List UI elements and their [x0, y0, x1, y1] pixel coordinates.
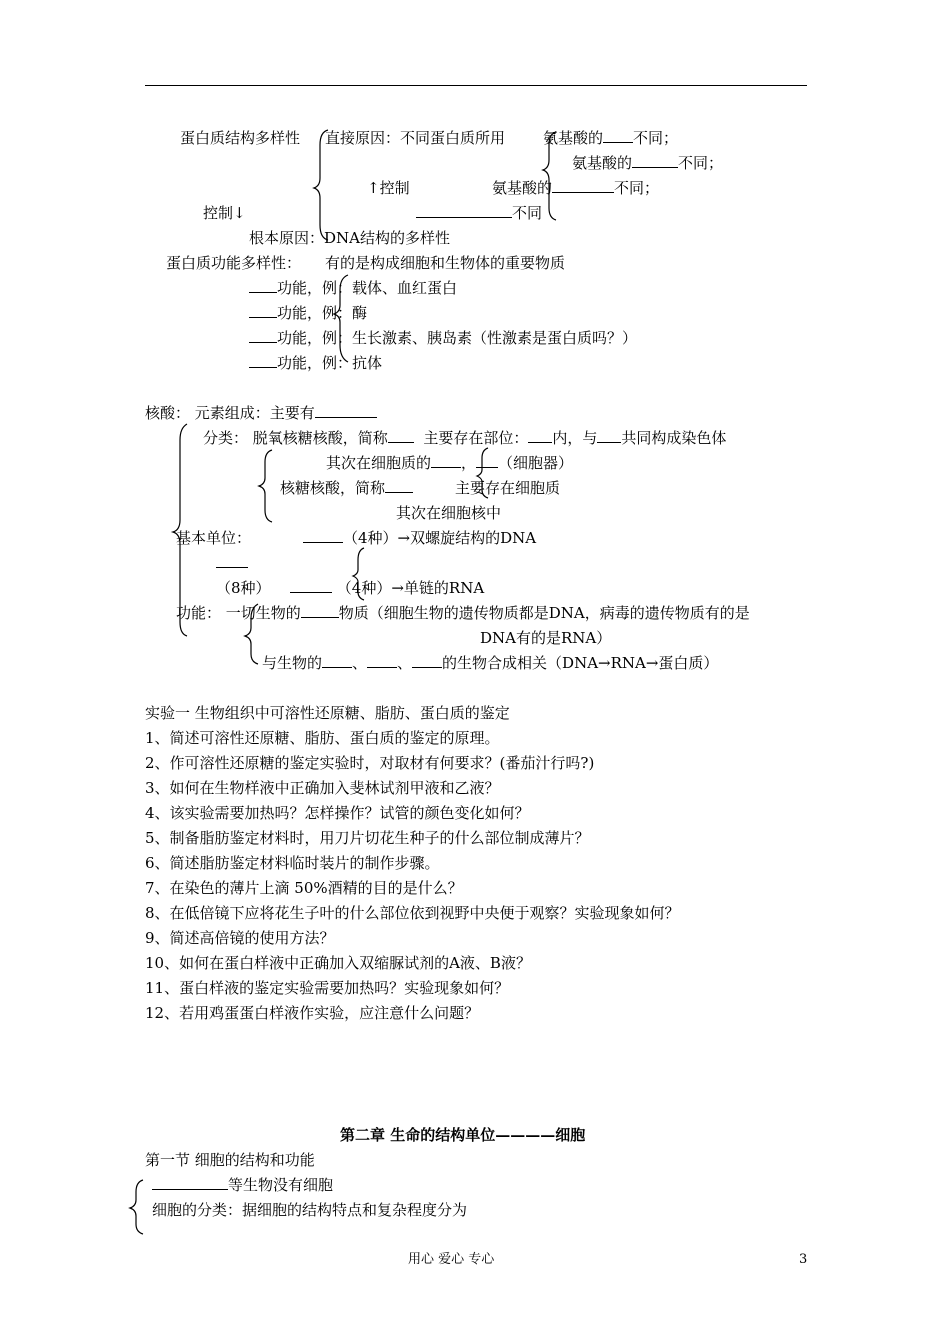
question: 11、蛋白样液的鉴定实验需要加热吗？实验现象如何？ [145, 979, 510, 997]
direct-cause: 直接原因：不同蛋白质所用 [325, 129, 506, 147]
question: 6、简述脂肪鉴定材料临时装片的制作步骤。 [145, 854, 440, 872]
unit-rna: （4种）→单链的RNA [290, 578, 484, 598]
blank[interactable] [249, 328, 277, 343]
aa-kinds-line: 氨基酸的 不同； [543, 129, 679, 147]
func-2: 功能，例：酶 [249, 303, 367, 323]
question: 12、若用鸡蛋蛋白样液作实验，应注意什么问题？ [145, 1004, 480, 1022]
blank[interactable] [476, 453, 498, 468]
blank[interactable] [303, 528, 343, 543]
cell-classify: 细胞的分类：据细胞的结构特点和复杂程度分为 [152, 1201, 468, 1219]
brace-classify [259, 450, 272, 522]
question: 9、简述高倍镜的使用方法？ [145, 929, 335, 947]
blank[interactable] [385, 478, 413, 493]
chapter-title: 第二章 生命的结构单位————细胞 [340, 1126, 586, 1144]
blank[interactable] [528, 428, 552, 443]
blank[interactable] [597, 428, 621, 443]
unit-dna: （4种）→双螺旋结构的DNA [303, 528, 536, 548]
blank[interactable] [412, 653, 442, 668]
blank[interactable] [322, 653, 352, 668]
blank[interactable] [249, 353, 277, 368]
func-3: 功能，例：生长激素、胰岛素（性激素是蛋白质吗？） [249, 328, 637, 348]
blank[interactable] [249, 278, 277, 293]
page-number: 3 [799, 1252, 808, 1267]
section-title: 第一节 细胞的结构和功能 [145, 1151, 315, 1169]
spatial-line: 不同 [416, 203, 542, 223]
unit-label: 基本单位： [176, 529, 252, 547]
question: 3、如何在生物样液中正确加入斐林试剂甲液和乙液？ [145, 779, 500, 797]
function-label: 蛋白质功能多样性： [166, 254, 302, 272]
experiment-title: 实验一 生物组织中可溶性还原糖、脂肪、蛋白质的鉴定 [145, 704, 510, 722]
aa-order-line: 氨基酸的 不同； [492, 179, 660, 197]
question: 5、制备脂肪鉴定材料时，用刀片切花生种子的什么部位制成薄片？ [145, 829, 590, 847]
footer-motto: 用心 爱心 专心 [408, 1252, 495, 1267]
blank[interactable] [431, 453, 461, 468]
structure-label: 蛋白质结构多样性 [180, 129, 301, 147]
blank[interactable] [416, 203, 512, 218]
question: 7、在染色的薄片上滴 50%酒精的目的是什么？ [145, 879, 463, 897]
blank[interactable] [552, 178, 614, 193]
nucleic-function: 功能： 一切生物的 物质（细胞生物的遗传物质都是DNA，病毒的遗传物质有的是 [176, 604, 750, 622]
control-down: 控制↓ [203, 204, 246, 222]
synthesis-line: 与生物的 、 、 的生物合成相关（DNA→RNA→蛋白质） [262, 654, 719, 672]
function-structural: 有的是构成细胞和生物体的重要物质 [325, 254, 566, 272]
blank[interactable] [152, 1175, 228, 1190]
brace-cell [130, 1180, 143, 1234]
question: 10、如何在蛋白样液中正确加入双缩脲试剂的A液、B液？ [145, 954, 531, 972]
rna-line: 核糖核酸，简称 [280, 478, 413, 498]
eight-kinds: （8种） [216, 579, 271, 597]
blank[interactable] [216, 553, 248, 568]
secondary-cyto: 其次在细胞质的 ， （细胞器） [326, 454, 574, 472]
blank[interactable] [632, 153, 678, 168]
blank[interactable] [249, 303, 277, 318]
unit-blank [216, 553, 248, 573]
root-cause: 根本原因：DNA结构的多样性 [249, 229, 450, 247]
question: 2、作可溶性还原糖的鉴定实验时，对取材有何要求？(番茄汁行吗?) [145, 754, 595, 772]
nucleic-elements: 核酸： 元素组成：主要有 [145, 403, 377, 423]
question: 1、简述可溶性还原糖、脂肪、蛋白质的鉴定的原理。 [145, 729, 500, 747]
aa-count-line: 氨基酸的 不同； [572, 154, 724, 172]
func-1: 功能，例：载体、血红蛋白 [249, 278, 457, 298]
nucleic-classify: 分类： 脱氧核糖核酸，简称 主要存在部位： 内，与 共同构成染色体 [203, 429, 727, 447]
blank[interactable] [367, 653, 397, 668]
func-4: 功能，例：抗体 [249, 353, 382, 373]
rna-secondary: 其次在细胞核中 [396, 504, 502, 522]
blank[interactable] [301, 603, 339, 618]
question: 8、在低倍镜下应将花生子叶的什么部位依到视野中央便于观察？实验现象如何？ [145, 904, 680, 922]
blank[interactable] [603, 128, 633, 143]
control-up: ↑控制 [367, 179, 410, 197]
blank[interactable] [290, 578, 332, 593]
blank[interactable] [388, 428, 414, 443]
blank[interactable] [315, 403, 377, 418]
nucleic-function-2: DNA有的是RNA） [480, 629, 612, 647]
header-rule [145, 85, 807, 86]
no-cell-line: 等生物没有细胞 [152, 1175, 333, 1195]
question: 4、该实验需要加热吗？怎样操作？试管的颜色变化如何？ [145, 804, 530, 822]
rna-main: 主要存在细胞质 [455, 479, 561, 497]
